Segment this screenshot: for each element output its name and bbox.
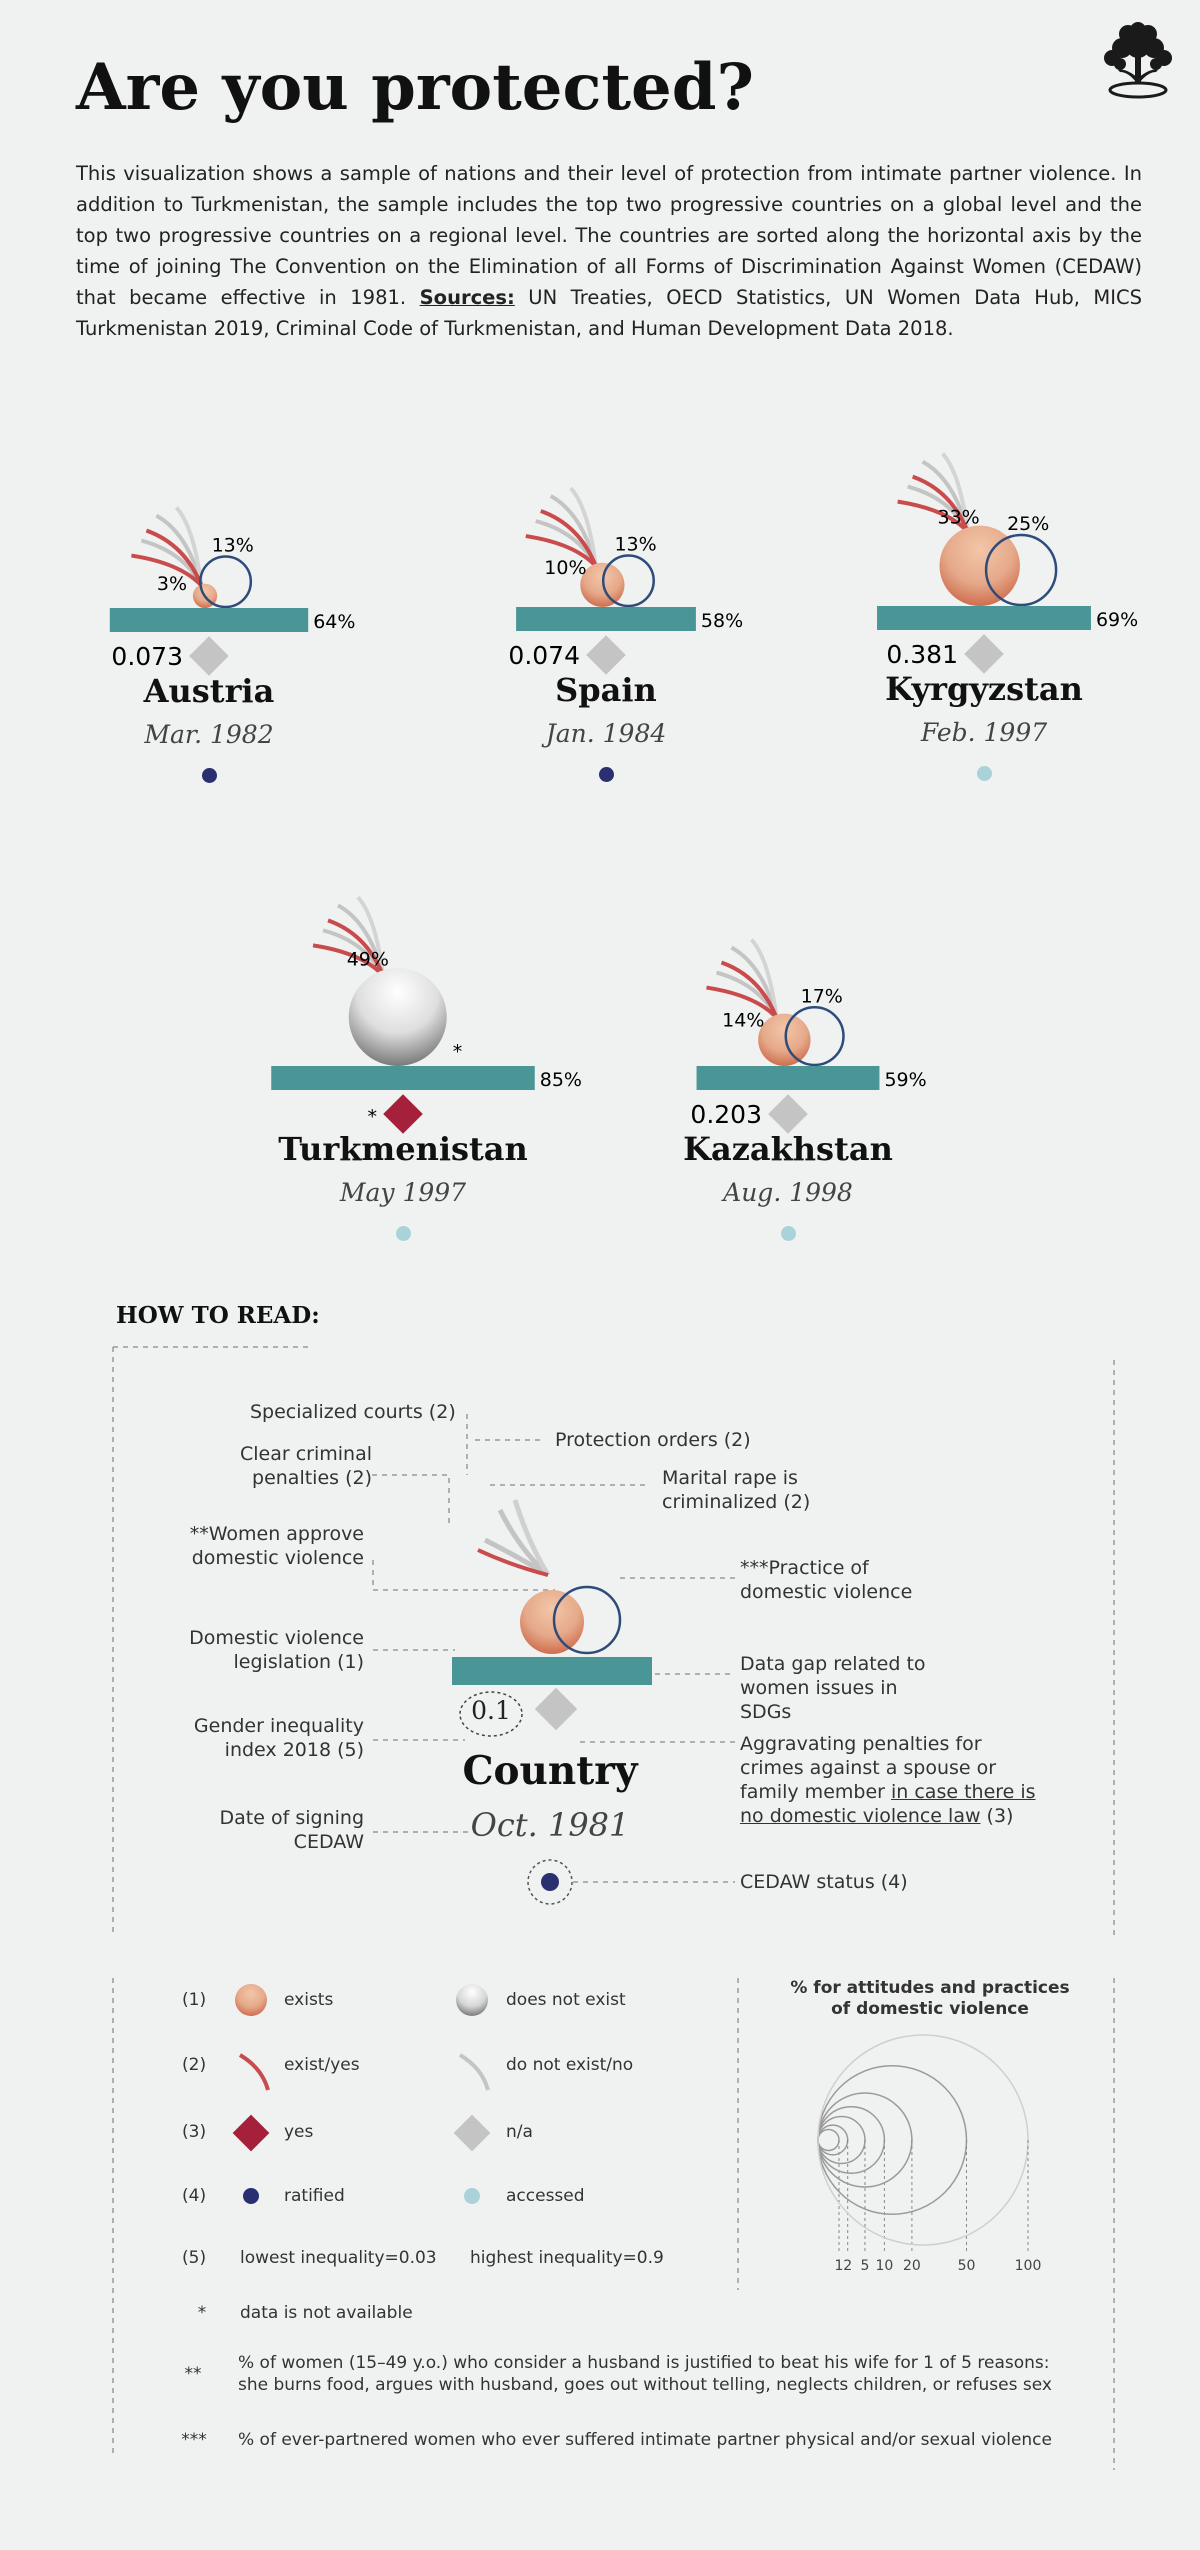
sdg-bar-turkmenistan bbox=[271, 1066, 535, 1090]
legend-not-exist-circle bbox=[456, 1984, 488, 2016]
glyph-kyrgyzstan bbox=[814, 366, 1154, 696]
country-name-austria: Austria bbox=[143, 672, 275, 710]
aggravating-diamond-kazakhstan bbox=[768, 1094, 808, 1134]
label-dv-legislation: Domestic violence legislation (1) bbox=[189, 1627, 364, 1673]
legend-exist-plume bbox=[240, 2055, 268, 2090]
legend-right-2: do not exist/no bbox=[506, 2055, 634, 2075]
legend-right-5: highest inequality=0.9 bbox=[470, 2248, 664, 2268]
sdg-bar-spain bbox=[516, 607, 696, 631]
gii-value-spain: 0.074 bbox=[508, 641, 580, 670]
sources-text: UN Treaties, OECD Statistics, UN Women Data Hub, MICS Turkmenistan 2019, Criminal Code of Turkmenistan, and Human Development Data 2018. bbox=[76, 286, 1142, 340]
approve-circle-turkmenistan bbox=[349, 968, 447, 1066]
practice-label-turkmenistan: * bbox=[452, 1041, 463, 1063]
example-diamond bbox=[535, 1688, 577, 1730]
legend-right-4: accessed bbox=[506, 2186, 585, 2206]
gap-label-kyrgyzstan: 69% bbox=[1095, 609, 1139, 631]
page-title: Are you protected? bbox=[76, 50, 754, 125]
legend-ratified-dot bbox=[243, 2188, 259, 2204]
approve-label-kazakhstan: 14% bbox=[722, 1009, 765, 1032]
gap-label-spain: 58% bbox=[700, 610, 744, 632]
legend-left-4: ratified bbox=[284, 2186, 345, 2206]
aggravating-ref: (3) bbox=[986, 1805, 1014, 1827]
legend-accessed-dot bbox=[464, 2188, 480, 2204]
label-protection-orders: Protection orders (2) bbox=[555, 1429, 751, 1451]
label-gii: Gender inequality index 2018 (5) bbox=[193, 1715, 364, 1761]
legend-left-2: exist/yes bbox=[284, 2055, 360, 2075]
legend-symbols bbox=[0, 1960, 740, 2290]
aggravating-diamond-turkmenistan bbox=[383, 1094, 423, 1134]
glyph-kazakhstan bbox=[618, 826, 958, 1156]
gii-value-austria: 0.073 bbox=[111, 642, 183, 671]
gii-value-kazakhstan: 0.203 bbox=[690, 1100, 762, 1129]
glyph-austria bbox=[39, 368, 379, 698]
cedaw-dot-austria bbox=[202, 768, 217, 783]
gap-label-austria: 64% bbox=[313, 611, 356, 633]
scale-label-50: 50 bbox=[957, 2258, 976, 2274]
country-name-kyrgyzstan: Kyrgyzstan bbox=[885, 670, 1083, 708]
country-name-turkmenistan: Turkmenistan bbox=[278, 1130, 528, 1168]
label-clear-penalties: Clear criminal penalties (2) bbox=[239, 1443, 372, 1489]
example-cedaw bbox=[525, 1857, 575, 1907]
scale-label-1: 1 bbox=[834, 2258, 844, 2274]
country-date-kazakhstan: Aug. 1998 bbox=[723, 1178, 853, 1207]
legend-na-diamond bbox=[454, 2115, 491, 2152]
note-mark-1: * bbox=[197, 2303, 207, 2323]
size-scale-title: % for attitudes and practices of domestic violence bbox=[790, 1978, 1070, 2019]
gap-label-turkmenistan: 85% bbox=[539, 1069, 582, 1091]
glyph-turkmenistan bbox=[233, 826, 582, 1156]
approve-label-kyrgyzstan: 33% bbox=[937, 506, 980, 529]
note-text-3: % of ever-partnered women who ever suffered intimate partner physical and/or sexual violence bbox=[238, 2430, 1052, 2450]
legend-num-5: (5) bbox=[182, 2248, 207, 2268]
sdg-bar-kyrgyzstan bbox=[877, 606, 1091, 630]
label-practice: ***Practice of domestic violence bbox=[740, 1557, 913, 1603]
scale-label-10: 10 bbox=[875, 2258, 894, 2274]
legend-not-exist-plume bbox=[460, 2055, 488, 2090]
gap-label-kazakhstan: 59% bbox=[884, 1069, 927, 1091]
legend-left-1: exists bbox=[284, 1990, 334, 2010]
example-date: Oct. 1981 bbox=[470, 1806, 630, 1844]
label-aggravating bbox=[740, 1732, 1050, 1828]
cedaw-dot-kyrgyzstan bbox=[977, 766, 992, 781]
label-women-approve: **Women approve domestic violence bbox=[189, 1523, 364, 1569]
scale-label-100: 100 bbox=[1014, 2258, 1042, 2274]
aggravating-diamond-kyrgyzstan bbox=[964, 634, 1004, 674]
tree-logo bbox=[1098, 18, 1178, 108]
country-date-turkmenistan: May 1997 bbox=[339, 1178, 467, 1207]
country-date-spain: Jan. 1984 bbox=[545, 719, 667, 748]
aggravating-underlined: in case there is no domestic violence law bbox=[740, 1781, 1036, 1827]
example-plumes bbox=[478, 1500, 548, 1575]
approve-label-turkmenistan: 49% bbox=[346, 948, 389, 971]
sdg-bar-kazakhstan bbox=[697, 1066, 880, 1090]
scale-label-2: 2 bbox=[843, 2258, 853, 2274]
aggravating-diamond-austria bbox=[189, 636, 229, 676]
legend-right-1: does not exist bbox=[506, 1990, 626, 2010]
approve-circle-kazakhstan bbox=[758, 1014, 810, 1066]
scale-circle-10 bbox=[818, 2107, 884, 2173]
country-date-austria: Mar. 1982 bbox=[144, 720, 274, 749]
legend-yes-diamond bbox=[233, 2115, 270, 2152]
scale-circle-100 bbox=[818, 2035, 1028, 2245]
label-date-cedaw: Date of signing CEDAW bbox=[219, 1807, 364, 1853]
practice-circle-austria bbox=[200, 557, 250, 607]
cedaw-dot-kazakhstan bbox=[781, 1226, 796, 1241]
legend-num-2: (2) bbox=[182, 2055, 207, 2075]
country-date-kyrgyzstan: Feb. 1997 bbox=[920, 718, 1048, 747]
practice-label-kazakhstan: 17% bbox=[800, 985, 843, 1008]
intro-paragraph bbox=[76, 158, 1142, 344]
legend-left-5: lowest inequality=0.03 bbox=[240, 2248, 437, 2268]
intro-text: This visualization shows a sample of nations and their level of protection from intimate partner violence. In addition to Turkmenistan, the sample includes the top two progressive countries on a global level and the top two progressive countries on a regional level. The countries are sorted along the horizontal axis by the time of joining The Convention on the Elimination of all Forms of Discrimination Against Women (CEDAW) that became effective in 1981. bbox=[76, 162, 1142, 309]
legend-right-3: n/a bbox=[506, 2122, 533, 2142]
note-text-1: data is not available bbox=[240, 2303, 413, 2323]
scale-circle-5 bbox=[818, 2117, 865, 2164]
note-mark-3: *** bbox=[181, 2430, 207, 2450]
gii-value-turkmenistan: * bbox=[367, 1106, 377, 1128]
legend-left-3: yes bbox=[284, 2122, 314, 2142]
example-glyph bbox=[440, 1480, 670, 1720]
practice-label-kyrgyzstan: 25% bbox=[1007, 513, 1050, 535]
how-to-read-title: HOW TO READ: bbox=[116, 1302, 320, 1329]
label-cedaw-status: CEDAW status (4) bbox=[740, 1871, 908, 1893]
aggravating-text: Aggravating penalties for crimes against a spouse or family member bbox=[740, 1733, 997, 1803]
sources-label: Sources: bbox=[419, 286, 515, 309]
note-text-2: % of women (15–49 y.o.) who consider a husband is justified to beat his wife for 1 of 5 reasons: she burns food, argues with husband, goes out without telling, neglects children, or refuses sex bbox=[238, 2353, 1052, 2395]
size-scale bbox=[790, 2030, 1090, 2290]
aggravating-diamond-spain bbox=[586, 635, 626, 675]
legend-num-3: (3) bbox=[182, 2122, 207, 2142]
example-approve-circle bbox=[520, 1590, 584, 1654]
example-gii: 0.1 bbox=[471, 1696, 511, 1725]
gii-value-kyrgyzstan: 0.381 bbox=[886, 640, 958, 669]
practice-label-austria: 13% bbox=[211, 534, 254, 557]
country-name-spain: Spain bbox=[555, 671, 657, 709]
practice-label-spain: 13% bbox=[614, 533, 657, 556]
scale-circle-2 bbox=[818, 2125, 848, 2155]
approve-label-austria: 3% bbox=[156, 572, 188, 595]
scale-label-5: 5 bbox=[860, 2258, 870, 2274]
scale-circle-50 bbox=[818, 2066, 966, 2214]
cedaw-dot-spain bbox=[599, 767, 614, 782]
scale-label-20: 20 bbox=[903, 2258, 921, 2274]
glyph-spain bbox=[436, 367, 776, 697]
example-bar bbox=[452, 1657, 652, 1685]
sdg-bar-austria bbox=[110, 608, 308, 632]
legend-num-1: (1) bbox=[182, 1990, 207, 2010]
approve-label-spain: 10% bbox=[544, 556, 587, 579]
label-specialized-courts: Specialized courts (2) bbox=[250, 1401, 456, 1423]
example-country: Country bbox=[462, 1748, 638, 1794]
scale-circle-1 bbox=[818, 2130, 839, 2151]
country-name-kazakhstan: Kazakhstan bbox=[683, 1130, 893, 1168]
legend-exists-circle bbox=[235, 1984, 267, 2016]
note-mark-2: ** bbox=[184, 2364, 202, 2384]
legend-num-4: (4) bbox=[182, 2186, 207, 2206]
label-marital-rape: Marital rape is criminalized (2) bbox=[662, 1467, 811, 1513]
label-data-gap: Data gap related to women issues in SDGs bbox=[740, 1653, 926, 1723]
cedaw-dot-turkmenistan bbox=[396, 1226, 411, 1241]
